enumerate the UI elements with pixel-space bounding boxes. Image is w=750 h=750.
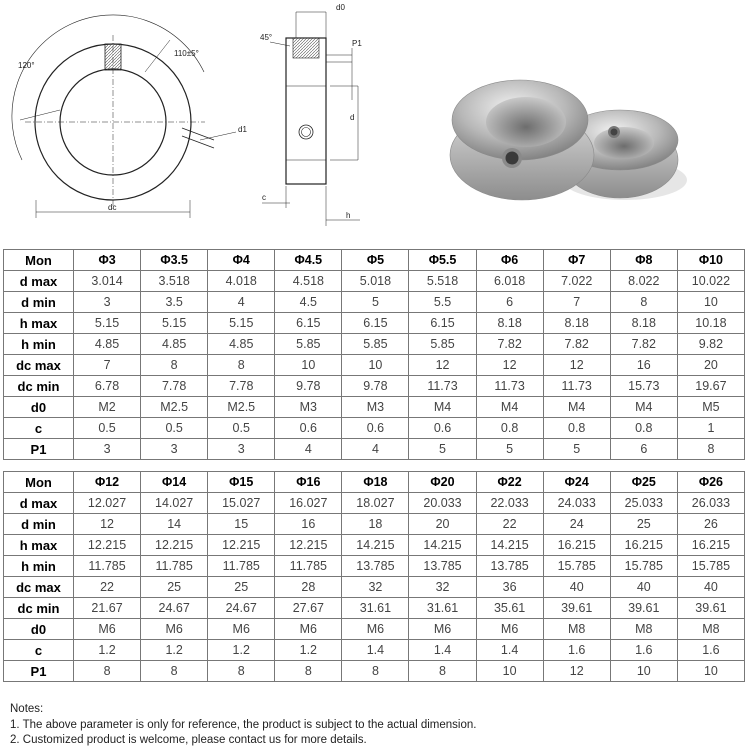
table-row	[4, 514, 745, 535]
table-header-row	[4, 250, 745, 271]
table-cell: 0.5	[141, 418, 208, 439]
row-label: dc min	[4, 376, 74, 397]
table-cell: 8	[74, 661, 141, 682]
table-row	[4, 313, 745, 334]
table-cell: M6	[141, 619, 208, 640]
c-label: c	[262, 193, 266, 202]
table-cell: 14.215	[476, 535, 543, 556]
table-cell: M5	[677, 397, 744, 418]
row-label: d max	[4, 271, 74, 292]
table-cell: 31.61	[342, 598, 409, 619]
row-label: P1	[4, 661, 74, 682]
table-cell: 26.033	[677, 493, 744, 514]
table-cell: 3	[74, 292, 141, 313]
table-row	[4, 271, 745, 292]
h-label: h	[346, 211, 351, 220]
table-cell: M4	[543, 397, 610, 418]
table-cell: 15.027	[208, 493, 275, 514]
technical-drawing-area	[0, 0, 750, 240]
table-row	[4, 376, 745, 397]
table-cell: 5.15	[141, 313, 208, 334]
table-cell: 6.15	[409, 313, 476, 334]
table-cell: M4	[476, 397, 543, 418]
table-cell: 6.78	[74, 376, 141, 397]
table-cell: 0.5	[208, 418, 275, 439]
column-header: Φ5	[342, 250, 409, 271]
table-cell: 12	[74, 514, 141, 535]
table-cell: 1.6	[543, 640, 610, 661]
table-cell: 3	[208, 439, 275, 460]
table-cell: 18	[342, 514, 409, 535]
table-cell: 9.78	[342, 376, 409, 397]
table-cell: 9.82	[677, 334, 744, 355]
table-cell: 22	[74, 577, 141, 598]
column-header: Mon	[4, 250, 74, 271]
table-cell: 36	[476, 577, 543, 598]
table-cell: 3.014	[74, 271, 141, 292]
table-cell: M3	[342, 397, 409, 418]
table-cell: 12	[476, 355, 543, 376]
table-cell: 24.67	[141, 598, 208, 619]
table-cell: 16.215	[610, 535, 677, 556]
table-cell: 15.73	[610, 376, 677, 397]
table-cell: 1.2	[208, 640, 275, 661]
table-cell: 5.85	[342, 334, 409, 355]
row-label: dc max	[4, 355, 74, 376]
note-line-1: 1. The above parameter is only for reference, the product is subject to the actual dimension.	[10, 718, 477, 731]
table-cell: M8	[677, 619, 744, 640]
table-cell: 20.033	[409, 493, 476, 514]
table-cell: 25	[141, 577, 208, 598]
table-cell: M8	[610, 619, 677, 640]
table-cell: 27.67	[275, 598, 342, 619]
table-cell: 40	[543, 577, 610, 598]
table-cell: M6	[476, 619, 543, 640]
table-cell: 8	[208, 661, 275, 682]
row-label: d min	[4, 514, 74, 535]
table-cell: 6.15	[275, 313, 342, 334]
table-cell: 8	[141, 355, 208, 376]
table-cell: 16.027	[275, 493, 342, 514]
table-cell: 5.518	[409, 271, 476, 292]
column-header: Φ22	[476, 472, 543, 493]
table-cell: 15	[208, 514, 275, 535]
table-cell: 6.15	[342, 313, 409, 334]
chamfer-45-label: 45°	[260, 33, 273, 42]
notes-title: Notes:	[10, 703, 44, 715]
table-cell: 25	[610, 514, 677, 535]
table-cell: 32	[342, 577, 409, 598]
column-header: Φ26	[677, 472, 744, 493]
table-cell: 1	[677, 418, 744, 439]
table-cell: 10.18	[677, 313, 744, 334]
row-label: d max	[4, 493, 74, 514]
column-header: Φ15	[208, 472, 275, 493]
table-cell: 11.785	[275, 556, 342, 577]
table-cell: 0.6	[275, 418, 342, 439]
table-cell: 11.785	[141, 556, 208, 577]
table-cell: 20	[409, 514, 476, 535]
angle-120-label: 120°	[18, 61, 35, 70]
table-row	[4, 418, 745, 439]
table-cell: 11.785	[208, 556, 275, 577]
angle-110-label: 110±5°	[174, 49, 199, 58]
table-cell: 35.61	[476, 598, 543, 619]
table-cell: 14.215	[409, 535, 476, 556]
table-cell: 6	[476, 292, 543, 313]
row-label: P1	[4, 439, 74, 460]
table-cell: 0.5	[74, 418, 141, 439]
table-cell: 11.73	[409, 376, 476, 397]
column-header: Φ20	[409, 472, 476, 493]
table-cell: 24.033	[543, 493, 610, 514]
spec-table-large-sizes	[3, 471, 745, 682]
table-cell: 16	[275, 514, 342, 535]
table-cell: 18.027	[342, 493, 409, 514]
row-label: h max	[4, 535, 74, 556]
table-cell: 14.215	[342, 535, 409, 556]
table-cell: M6	[342, 619, 409, 640]
table-cell: 40	[610, 577, 677, 598]
row-label: h min	[4, 334, 74, 355]
column-header: Φ5.5	[409, 250, 476, 271]
table-cell: 5	[476, 439, 543, 460]
column-header: Φ24	[543, 472, 610, 493]
table-cell: 8	[141, 661, 208, 682]
table-cell: 11.73	[476, 376, 543, 397]
table-cell: 5.15	[74, 313, 141, 334]
table-cell: 6	[610, 439, 677, 460]
table-cell: 32	[409, 577, 476, 598]
table-cell: 1.6	[677, 640, 744, 661]
table-cell: 12	[543, 661, 610, 682]
table-cell: M6	[208, 619, 275, 640]
table-cell: 8.022	[610, 271, 677, 292]
table-row	[4, 577, 745, 598]
column-header: Φ16	[275, 472, 342, 493]
table-cell: 31.61	[409, 598, 476, 619]
table-cell: 3.518	[141, 271, 208, 292]
notes-section	[10, 702, 476, 749]
front-view	[12, 15, 236, 218]
table-cell: 22.033	[476, 493, 543, 514]
table-cell: 9.78	[275, 376, 342, 397]
table-cell: 0.6	[409, 418, 476, 439]
table-cell: 8.18	[476, 313, 543, 334]
column-header: Φ7	[543, 250, 610, 271]
table-cell: 5.018	[342, 271, 409, 292]
table-cell: 3	[141, 439, 208, 460]
table-cell: 14	[141, 514, 208, 535]
table-cell: 13.785	[342, 556, 409, 577]
table-row	[4, 640, 745, 661]
table-cell: 22	[476, 514, 543, 535]
table-cell: 8	[610, 292, 677, 313]
row-label: d0	[4, 619, 74, 640]
table-cell: 25	[208, 577, 275, 598]
column-header: Φ25	[610, 472, 677, 493]
table-cell: 10.022	[677, 271, 744, 292]
table-cell: 39.61	[543, 598, 610, 619]
table-cell: 5.15	[208, 313, 275, 334]
table-cell: 4.518	[275, 271, 342, 292]
table-cell: 11.785	[74, 556, 141, 577]
table-cell: M2.5	[208, 397, 275, 418]
row-label: d min	[4, 292, 74, 313]
table-row	[4, 598, 745, 619]
table-cell: 4.85	[208, 334, 275, 355]
table-cell: 3.5	[141, 292, 208, 313]
table-cell: 4.85	[74, 334, 141, 355]
row-label: h max	[4, 313, 74, 334]
row-label: h min	[4, 556, 74, 577]
table-row	[4, 535, 745, 556]
table-cell: 24.67	[208, 598, 275, 619]
table-cell: 12	[409, 355, 476, 376]
table-cell: 15.785	[677, 556, 744, 577]
table-cell: 3	[74, 439, 141, 460]
table-cell: 15.785	[610, 556, 677, 577]
table-cell: 1.4	[342, 640, 409, 661]
table-row	[4, 439, 745, 460]
table-cell: 8	[677, 439, 744, 460]
table-cell: 10	[275, 355, 342, 376]
table-cell: 11.73	[543, 376, 610, 397]
table-cell: 13.785	[476, 556, 543, 577]
table-cell: M8	[543, 619, 610, 640]
table-cell: 21.67	[74, 598, 141, 619]
shaft-collar-photo	[450, 80, 687, 200]
table-cell: 8	[275, 661, 342, 682]
table-cell: 12.215	[74, 535, 141, 556]
table-cell: 8	[409, 661, 476, 682]
table-cell: 39.61	[610, 598, 677, 619]
table-cell: 5.85	[409, 334, 476, 355]
table-cell: 20	[677, 355, 744, 376]
table-cell: 0.8	[543, 418, 610, 439]
table-cell: 4.018	[208, 271, 275, 292]
table-header-row	[4, 472, 745, 493]
column-header: Φ12	[74, 472, 141, 493]
table-cell: 6.018	[476, 271, 543, 292]
table-row	[4, 292, 745, 313]
table-cell: 10	[677, 292, 744, 313]
d-label: d	[350, 113, 355, 122]
table-cell: M6	[74, 619, 141, 640]
table-row	[4, 355, 745, 376]
table-cell: 7.82	[543, 334, 610, 355]
table-cell: 7.022	[543, 271, 610, 292]
d1-label: d1	[238, 125, 247, 134]
table-cell: 1.4	[476, 640, 543, 661]
table-cell: 10	[610, 661, 677, 682]
table-cell: 8	[208, 355, 275, 376]
table-cell: 40	[677, 577, 744, 598]
column-header: Mon	[4, 472, 74, 493]
table-cell: 12.215	[141, 535, 208, 556]
table-cell: 4	[208, 292, 275, 313]
spec-table-small-sizes	[3, 249, 745, 460]
column-header: Φ3.5	[141, 250, 208, 271]
row-label: d0	[4, 397, 74, 418]
table-cell: 12	[543, 355, 610, 376]
table-cell: 12.215	[275, 535, 342, 556]
table-cell: 14.027	[141, 493, 208, 514]
table-cell: M2	[74, 397, 141, 418]
d0-label: d0	[336, 3, 345, 12]
spec-table-body	[4, 472, 745, 682]
row-label: c	[4, 640, 74, 661]
column-header: Φ10	[677, 250, 744, 271]
table-cell: 25.033	[610, 493, 677, 514]
column-header: Φ4.5	[275, 250, 342, 271]
table-cell: M4	[409, 397, 476, 418]
table-cell: 8.18	[543, 313, 610, 334]
table-cell: 16.215	[543, 535, 610, 556]
table-cell: M2.5	[141, 397, 208, 418]
dc-label: dc	[108, 203, 117, 212]
table-cell: 28	[275, 577, 342, 598]
table-cell: 1.2	[74, 640, 141, 661]
table-cell: 7.78	[208, 376, 275, 397]
table-cell: 0.6	[342, 418, 409, 439]
table-cell: 1.4	[409, 640, 476, 661]
row-label: dc max	[4, 577, 74, 598]
table-cell: 10	[342, 355, 409, 376]
column-header: Φ3	[74, 250, 141, 271]
column-header: Φ14	[141, 472, 208, 493]
table-cell: 16.215	[677, 535, 744, 556]
column-header: Φ4	[208, 250, 275, 271]
table-cell: 24	[543, 514, 610, 535]
table-cell: 1.2	[275, 640, 342, 661]
table-cell: 8	[342, 661, 409, 682]
table-cell: 7.82	[476, 334, 543, 355]
table-row	[4, 397, 745, 418]
table-cell: 10	[476, 661, 543, 682]
table-cell: M6	[409, 619, 476, 640]
table-cell: 12.215	[208, 535, 275, 556]
column-header: Φ6	[476, 250, 543, 271]
table-cell: M3	[275, 397, 342, 418]
table-cell: 7.82	[610, 334, 677, 355]
table-cell: 8.18	[610, 313, 677, 334]
spec-table-body	[4, 250, 745, 460]
p1-label: P1	[352, 39, 362, 48]
table-cell: 4	[275, 439, 342, 460]
table-cell: 39.61	[677, 598, 744, 619]
note-line-2: 2. Customized product is welcome, please contact us for more details.	[10, 734, 367, 746]
table-cell: 0.8	[610, 418, 677, 439]
table-cell: 19.67	[677, 376, 744, 397]
table-cell: 4	[342, 439, 409, 460]
row-label: c	[4, 418, 74, 439]
table-row	[4, 661, 745, 682]
table-cell: 7	[74, 355, 141, 376]
table-cell: 0.8	[476, 418, 543, 439]
table-cell: 4.5	[275, 292, 342, 313]
table-cell: 13.785	[409, 556, 476, 577]
table-cell: 1.2	[141, 640, 208, 661]
table-cell: 7.78	[141, 376, 208, 397]
table-cell: M4	[610, 397, 677, 418]
table-cell: 5	[409, 439, 476, 460]
table-cell: 1.6	[610, 640, 677, 661]
table-cell: 12.027	[74, 493, 141, 514]
table-cell: 16	[610, 355, 677, 376]
table-cell: 26	[677, 514, 744, 535]
column-header: Φ18	[342, 472, 409, 493]
table-row	[4, 334, 745, 355]
table-row	[4, 493, 745, 514]
table-cell: 5.85	[275, 334, 342, 355]
table-cell: 15.785	[543, 556, 610, 577]
table-cell: 10	[677, 661, 744, 682]
table-row	[4, 556, 745, 577]
table-cell: M6	[275, 619, 342, 640]
column-header: Φ8	[610, 250, 677, 271]
table-cell: 7	[543, 292, 610, 313]
table-row	[4, 619, 745, 640]
row-label: dc min	[4, 598, 74, 619]
side-view	[262, 12, 360, 226]
table-cell: 5.5	[409, 292, 476, 313]
table-cell: 4.85	[141, 334, 208, 355]
table-cell: 5	[543, 439, 610, 460]
table-cell: 5	[342, 292, 409, 313]
